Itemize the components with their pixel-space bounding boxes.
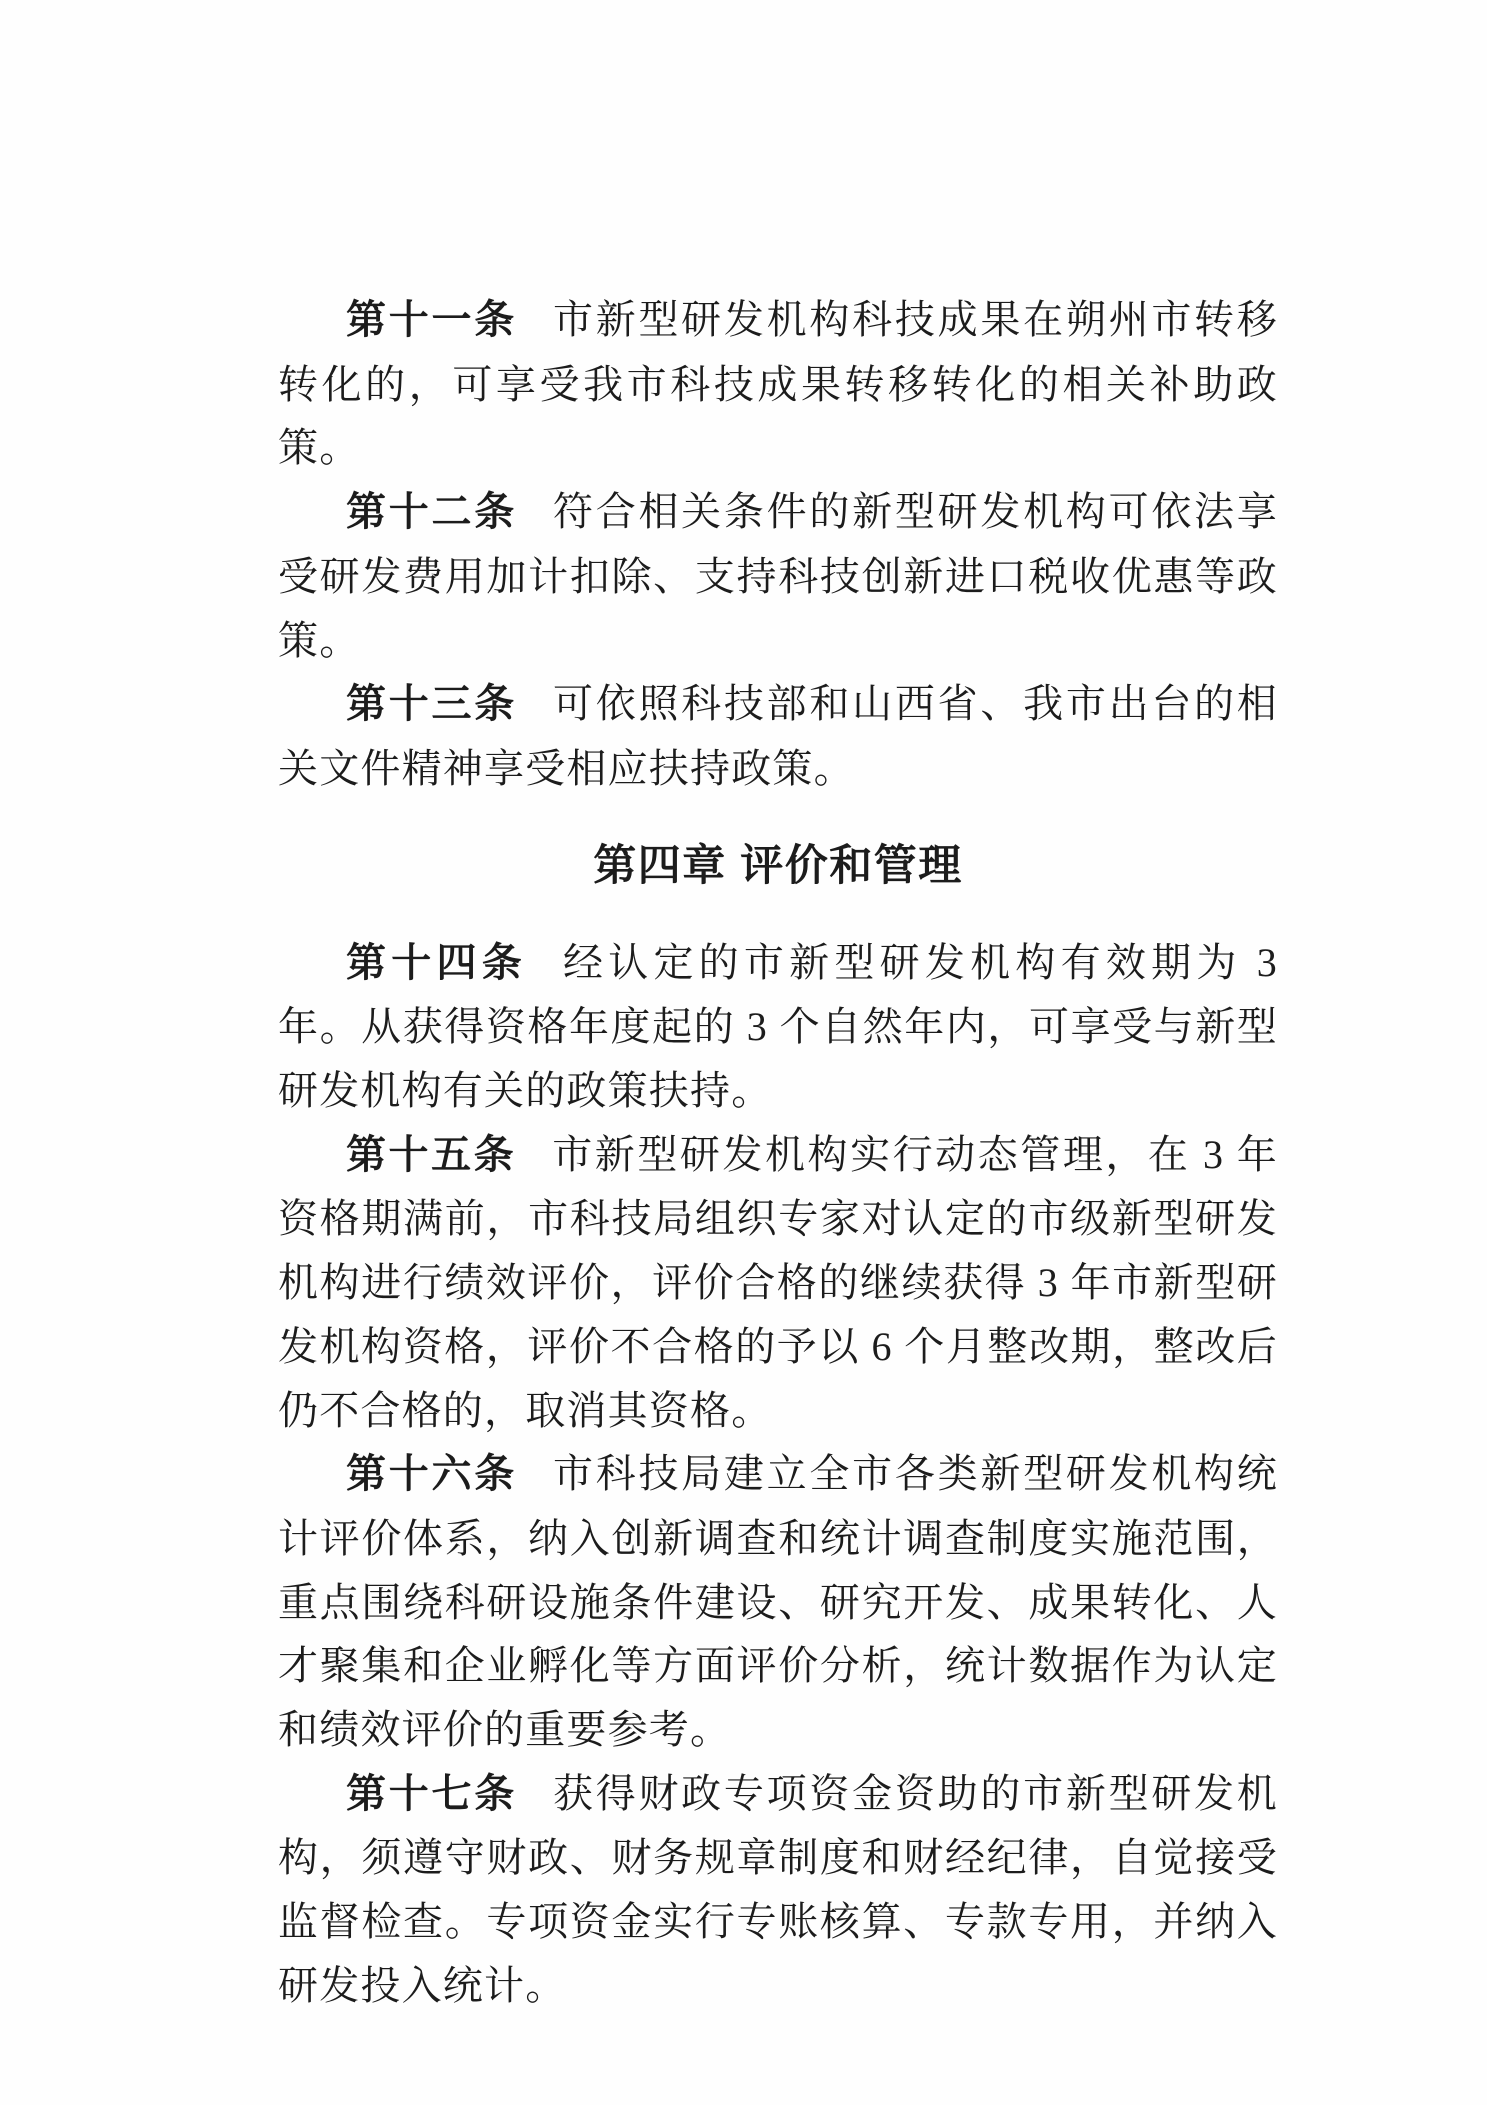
article-number: 第十三条	[346, 682, 517, 727]
article-number: 第十五条	[346, 1132, 517, 1177]
article-paragraph-16	[278, 1442, 1278, 1762]
article-text: 符合相关条件的新型研发机构可依法享受研发费用加计扣除、支持科技创新进口税收优惠等政策。	[278, 489, 1278, 663]
article-text: 经认定的市新型研发机构有效期为 3 年。从获得资格年度起的 3 个自然年内，可享受与新型研发机构有关的政策扶持。	[278, 939, 1278, 1114]
article-text: 市新型研发机构实行动态管理，在 3 年资格期满前，市科技局组织专家对认定的市级新型研发机构进行绩效评价，评价合格的继续获得 3 年市新型研发机构资格，评价不合格的予以 6 个月整改期，整改后仍不合格的，取消其资格。	[278, 1131, 1278, 1433]
document-body	[278, 288, 1278, 2018]
article-paragraph-11	[278, 288, 1278, 480]
article-number: 第十七条	[346, 1771, 517, 1816]
article-text: 市科技局建立全市各类新型研发机构统计评价体系，纳入创新调查和统计调查制度实施范围，重点围绕科研设施条件建设、研究开发、成果转化、人才聚集和企业孵化等方面评价分析，统计数据作为认定和绩效评价的重要参考。	[278, 1451, 1278, 1753]
article-paragraph-15	[278, 1123, 1278, 1443]
article-number: 第十二条	[346, 490, 517, 535]
chapter-heading: 第四章 评价和管理	[593, 841, 963, 890]
article-text: 获得财政专项资金资助的市新型研发机构，须遵守财政、财务规章制度和财经纪律，自觉接受监督检查。专项资金实行专账核算、专款专用，并纳入研发投入统计。	[278, 1770, 1278, 2008]
article-number: 第十四条	[346, 940, 527, 985]
article-paragraph-12	[278, 480, 1278, 672]
article-number: 第十一条	[346, 298, 517, 342]
article-text: 市新型研发机构科技成果在朔州市转移转化的，可享受我市科技成果转移转化的相关补助政策。	[278, 297, 1278, 471]
article-paragraph-13	[278, 672, 1278, 800]
article-text: 可依照科技部和山西省、我市出台的相关文件精神享受相应扶持政策。	[278, 681, 1278, 791]
article-paragraph-17	[278, 1762, 1278, 2018]
article-number: 第十六条	[346, 1452, 517, 1497]
article-paragraph-14	[278, 931, 1278, 1123]
